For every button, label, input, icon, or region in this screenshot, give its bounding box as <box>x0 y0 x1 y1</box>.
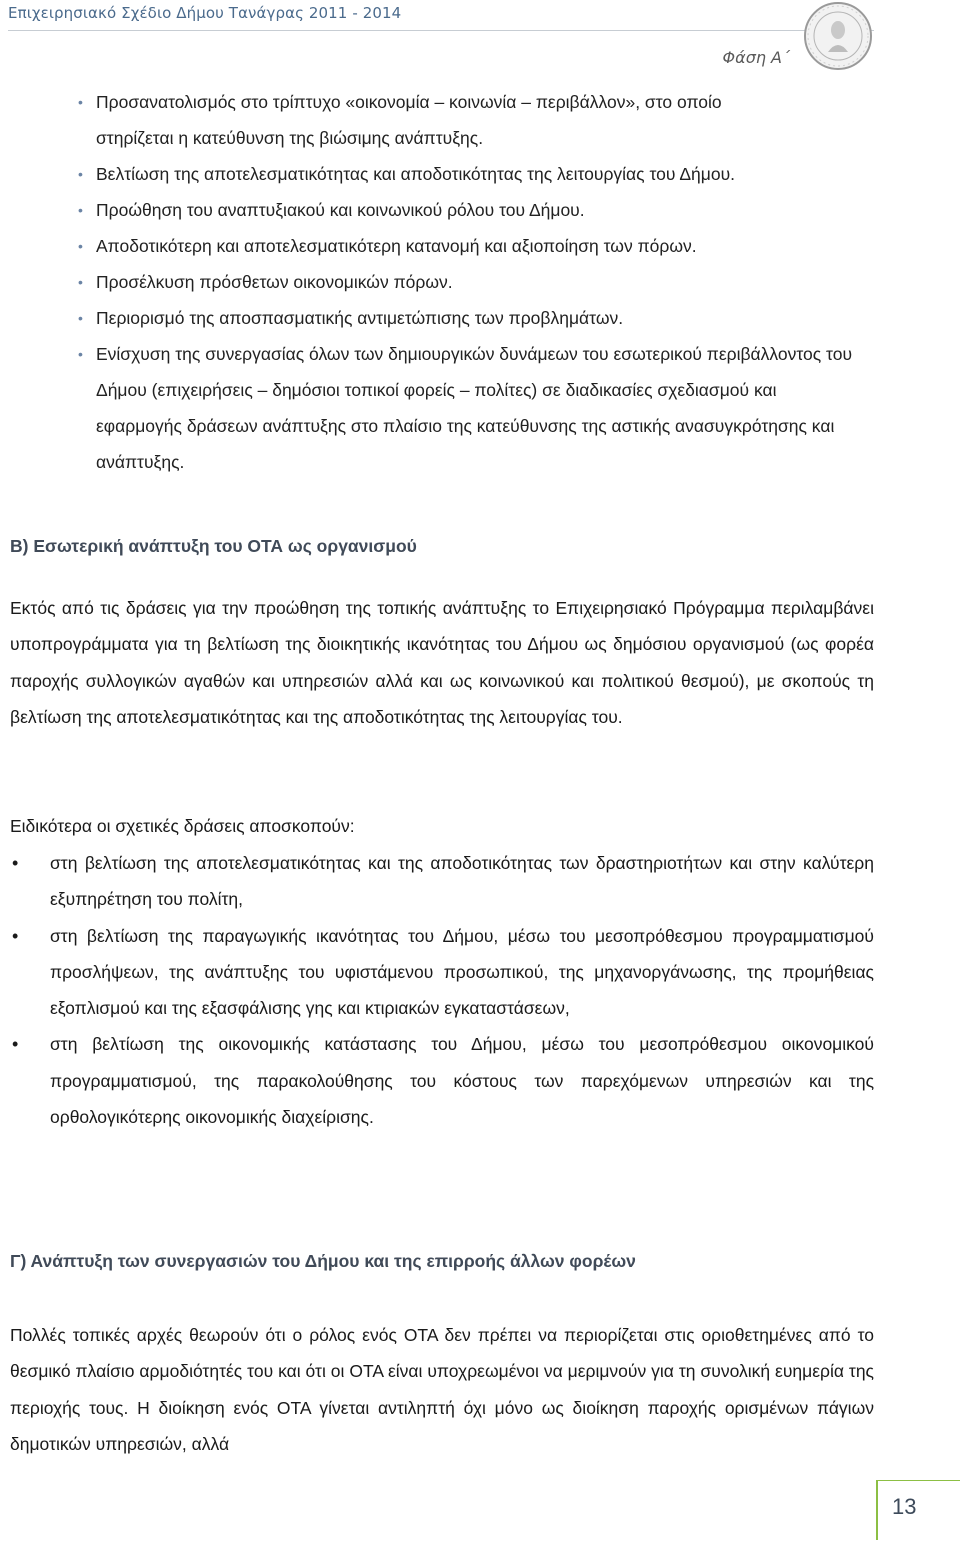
objectives-list <box>78 84 898 480</box>
list-item: • Προσέλκυση πρόσθετων οικονομικών πόρων. <box>78 264 898 300</box>
list-item <box>78 84 898 156</box>
section-b-heading: Β) Εσωτερική ανάπτυξη του ΟΤΑ ως οργανισμού <box>10 536 417 556</box>
header-divider <box>8 30 874 31</box>
document-header-title: Επιχειρησιακό Σχέδιο Δήμου Τανάγρας 2011 - 2014 <box>8 4 402 22</box>
phase-label: Φάση Α΄ <box>722 48 790 67</box>
list-item: • στη βελτίωση της αποτελεσματικότητας και της αποδοτικότητας των δραστηριοτήτων και στην καλύτερη εξυπηρέτηση του πολίτη, <box>10 845 874 918</box>
section-b-paragraph: Εκτός από τις δράσεις για την προώθηση της τοπικής ανάπτυξης το Επιχειρησιακό Πρόγραμμα περιλαμβάνει υποπρογράμματα για τη βελτίωση της διοικητικής ικανότητας του Δήμου ως δημόσιου οργανισμού (ως φορέα παροχής συλλογικών αγαθών και υπηρεσιών αλλά και ως κοινωνικού και πολιτικού θεσμού), με σκοπούς τη βελτίωση της αποτελεσματικότητας και της αποδοτικότητας της λειτουργίας του. <box>10 598 874 727</box>
list-item: • στη βελτίωση της παραγωγικής ικανότητας του Δήμου, μέσω του μεσοπρόθεσμου προγραμματισμού προσλήψεων, της ανάπτυξης του υφιστάμενου προσωπικού, της μηχανοργάνωσης, της προμήθειας εξοπλισμού και της εξασφάλισης γης και κτιριακών εγκαταστάσεων, <box>10 918 874 1027</box>
section-c-paragraph: Πολλές τοπικές αρχές θεωρούν ότι ο ρόλος ενός ΟΤΑ δεν πρέπει να περιορίζεται στις οριοθετημένες από το θεσμικό πλαίσιο αρμοδιότητές του και ότι οι ΟΤΑ είναι υποχρεωμένοι να μεριμνούν για τη συνολική ευημερία της περιοχής τους. Η διοίκηση ενός ΟΤΑ γίνεται αντιληπτή όχι μόνο ως διοίκηση παροχής ορισμένων πάγιων δημοτικών υπηρεσιών, αλλά <box>10 1325 874 1454</box>
list-item: • Αποδοτικότερη και αποτελεσματικότερη κατανομή και αξιοποίηση των πόρων. <box>78 228 898 264</box>
section-b-intro: Ειδικότερα οι σχετικές δράσεις αποσκοπούν: <box>10 816 355 836</box>
list-item-text: • Προσανατολισμός στο τρίπτυχο «οικονομία – κοινωνία – περιβάλλον», στο οποίο <box>96 92 722 112</box>
page-number-rule <box>876 1480 960 1481</box>
page-number-bar <box>876 1480 878 1540</box>
list-item: • Ενίσχυση της συνεργασίας όλων των δημιουργικών δυνάμεων του εσωτερικού περιβάλλοντος του Δήμου (επιχειρήσεις – δημόσιοι τοπικοί φορείς – πολίτες) σε διαδικασίες σχεδιασμού και εφαρμογής δράσεων ανάπτυξης στο πλαίσιο της κατεύθυνσης της αστικής ανασυγκρότησης και ανάπτυξης. <box>78 336 866 480</box>
page-number: 13 <box>892 1494 917 1519</box>
list-item: • Προώθηση του αναπτυξιακού και κοινωνικού ρόλου του Δήμου. <box>78 192 898 228</box>
municipality-seal-logo <box>802 0 874 72</box>
section-c-heading: Γ) Ανάπτυξη των συνεργασιών του Δήμου και της επιρροής άλλων φορέων <box>10 1251 636 1271</box>
aims-list <box>10 845 874 1135</box>
list-item: • Βελτίωση της αποτελεσματικότητας και αποδοτικότητας της λειτουργίας του Δήμου. <box>78 156 898 192</box>
list-item-text-continued: στηρίζεται η κατεύθυνση της βιώσιμης ανάπτυξης. <box>96 128 484 148</box>
list-item: • στη βελτίωση της οικονομικής κατάστασης του Δήμου, μέσω του μεσοπρόθεσμου οικονομικού προγραμματισμού, της παρακολούθησης του κόστους των παρεχόμενων υπηρεσιών και της ορθολογικότερης οικονομικής διαχείρισης. <box>10 1026 874 1135</box>
list-item: • Περιορισμό της αποσπασματικής αντιμετώπισης των προβλημάτων. <box>78 300 898 336</box>
